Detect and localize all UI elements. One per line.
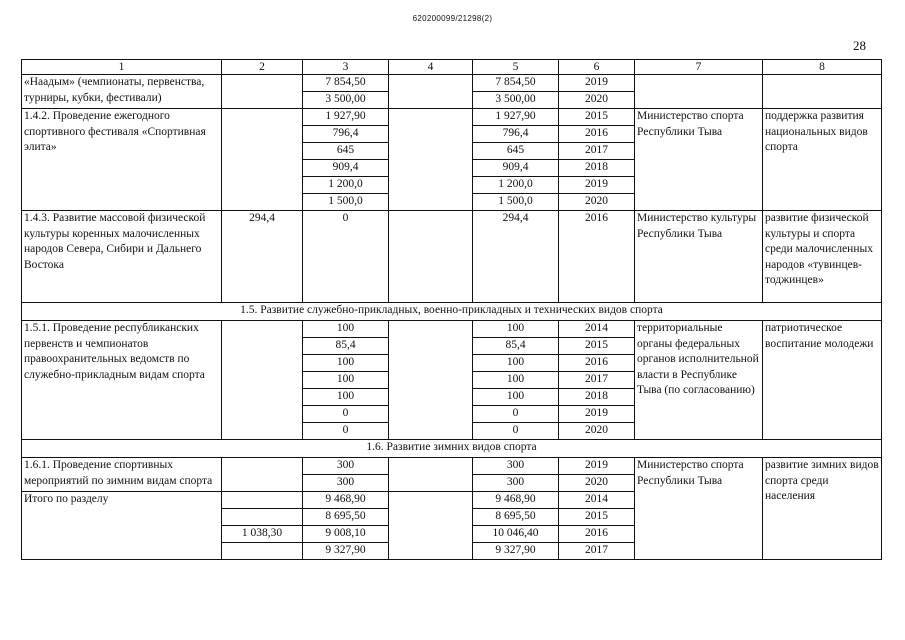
cell-empty	[635, 75, 763, 109]
cell-value: 1 500,0	[473, 194, 559, 211]
cell-year: 2015	[559, 509, 635, 526]
cell-value: 100	[303, 372, 389, 389]
cell-value: 0	[473, 406, 559, 423]
cell-empty	[222, 75, 303, 109]
table-row	[22, 211, 882, 303]
cell-year: 2015	[559, 109, 635, 126]
cell-year: 2014	[559, 321, 635, 338]
total-label: Итого по разделу	[22, 492, 222, 560]
cell-empty	[389, 321, 473, 440]
result-cell: развитие физической культуры и спорта среди малочисленных народов «тувинцев-тоджинцев»	[763, 211, 882, 303]
cell-value: 1 038,30	[222, 526, 303, 543]
cell-empty	[389, 109, 473, 211]
page-number: 28	[853, 38, 866, 53]
col-header: 5	[473, 60, 559, 75]
budget-table	[21, 59, 882, 560]
cell-year: 2017	[559, 543, 635, 560]
cell-year: 2016	[559, 526, 635, 543]
cell-value: 796,4	[303, 126, 389, 143]
cell-value: 8 695,50	[473, 509, 559, 526]
cell-year: 2017	[559, 372, 635, 389]
cell-year: 2020	[559, 475, 635, 492]
cell-value: 7 854,50	[303, 75, 389, 92]
cell-value: 100	[473, 355, 559, 372]
cell-value: 85,4	[303, 338, 389, 355]
cell-value: 300	[303, 475, 389, 492]
cell-value: 100	[303, 389, 389, 406]
cell-year: 2020	[559, 423, 635, 440]
activity-description: 1.5.1. Проведение республиканских первенств и чемпионатов правоохранительных ведомств по служебно-прикладным видам спорта	[22, 321, 222, 440]
cell-value: 100	[473, 389, 559, 406]
cell-value: 1 200,0	[303, 177, 389, 194]
executor-cell: Министерство спорта Республики Тыва	[635, 109, 763, 211]
cell-empty	[222, 321, 303, 440]
activity-description: 1.6.1. Проведение спортивных мероприятий по зимним видам спорта	[22, 458, 222, 492]
cell-year: 2016	[559, 126, 635, 143]
cell-value: 300	[303, 458, 389, 475]
cell-value: 300	[473, 475, 559, 492]
cell-value: 10 046,40	[473, 526, 559, 543]
cell-value	[222, 509, 303, 526]
executor-cell: Министерство спорта Республики Тыва	[635, 458, 763, 560]
cell-value: 294,4	[473, 211, 559, 303]
cell-year: 2018	[559, 389, 635, 406]
result-cell: развитие зимних видов спорта среди населения	[763, 458, 882, 560]
col-header: 7	[635, 60, 763, 75]
cell-value: 909,4	[303, 160, 389, 177]
cell-value	[222, 492, 303, 509]
col-header: 6	[559, 60, 635, 75]
executor-cell: территориальные органы федеральных органов исполнительной власти в Республике Тыва (по согласованию)	[635, 321, 763, 440]
cell-year: 2019	[559, 458, 635, 475]
result-cell: поддержка развития национальных видов спорта	[763, 109, 882, 211]
result-cell: патриотическое воспитание молодежи	[763, 321, 882, 440]
cell-empty	[222, 109, 303, 211]
cell-year: 2018	[559, 160, 635, 177]
cell-value: 294,4	[222, 211, 303, 303]
cell-year: 2014	[559, 492, 635, 509]
cell-value: 100	[303, 355, 389, 372]
cell-value: 1 927,90	[473, 109, 559, 126]
col-header: 4	[389, 60, 473, 75]
cell-value: 7 854,50	[473, 75, 559, 92]
section-heading: 1.5. Развитие служебно-прикладных, военно-прикладных и технических видов спорта	[22, 303, 882, 321]
cell-value: 9 008,10	[303, 526, 389, 543]
cell-value: 3 500,00	[303, 92, 389, 109]
cell-value	[222, 543, 303, 560]
cell-value: 85,4	[473, 338, 559, 355]
activity-description: 1.4.3. Развитие массовой физической культуры коренных малочисленных народов Севера, Сибири и Дальнего Востока	[22, 211, 222, 303]
cell-value: 100	[303, 321, 389, 338]
cell-empty	[389, 211, 473, 303]
cell-value: 300	[473, 458, 559, 475]
cell-year: 2019	[559, 177, 635, 194]
cell-year: 2016	[559, 211, 635, 303]
cell-empty	[763, 75, 882, 109]
table-row	[22, 109, 882, 126]
document-id: 620200099/21298(2)	[412, 14, 493, 23]
cell-empty	[389, 492, 473, 560]
cell-year: 2015	[559, 338, 635, 355]
cell-value: 9 327,90	[303, 543, 389, 560]
col-header: 1	[22, 60, 222, 75]
cell-value: 3 500,00	[473, 92, 559, 109]
header-row	[22, 60, 882, 75]
cell-value: 796,4	[473, 126, 559, 143]
activity-description: 1.4.2. Проведение ежегодного спортивного фестиваля «Спортивная элита»	[22, 109, 222, 211]
cell-year: 2017	[559, 143, 635, 160]
cell-value: 0	[473, 423, 559, 440]
col-header: 8	[763, 60, 882, 75]
section-row	[22, 440, 882, 458]
cell-year: 2020	[559, 194, 635, 211]
cell-year: 2020	[559, 92, 635, 109]
cell-value: 100	[473, 372, 559, 389]
cell-value: 100	[473, 321, 559, 338]
cell-value: 0	[303, 406, 389, 423]
cell-value: 1 500,0	[303, 194, 389, 211]
cell-empty	[389, 458, 473, 492]
cell-value: 645	[303, 143, 389, 160]
cell-value: 9 468,90	[303, 492, 389, 509]
cell-year: 2019	[559, 406, 635, 423]
cell-value: 9 327,90	[473, 543, 559, 560]
table-row	[22, 75, 882, 92]
col-header: 2	[222, 60, 303, 75]
activity-description: «Наадым» (чемпионаты, первенства, турниры, кубки, фестивали)	[22, 75, 222, 109]
cell-year: 2016	[559, 355, 635, 372]
cell-empty	[222, 458, 303, 492]
cell-year: 2019	[559, 75, 635, 92]
section-row	[22, 303, 882, 321]
cell-value: 909,4	[473, 160, 559, 177]
col-header: 3	[303, 60, 389, 75]
cell-value: 1 927,90	[303, 109, 389, 126]
table-row	[22, 458, 882, 475]
table-row	[22, 321, 882, 338]
cell-value: 9 468,90	[473, 492, 559, 509]
section-heading: 1.6. Развитие зимних видов спорта	[22, 440, 882, 458]
cell-value: 0	[303, 423, 389, 440]
cell-value: 0	[303, 211, 389, 303]
executor-cell: Министерство культуры Республики Тыва	[635, 211, 763, 303]
cell-empty	[389, 75, 473, 109]
cell-value: 645	[473, 143, 559, 160]
cell-value: 1 200,0	[473, 177, 559, 194]
cell-value: 8 695,50	[303, 509, 389, 526]
